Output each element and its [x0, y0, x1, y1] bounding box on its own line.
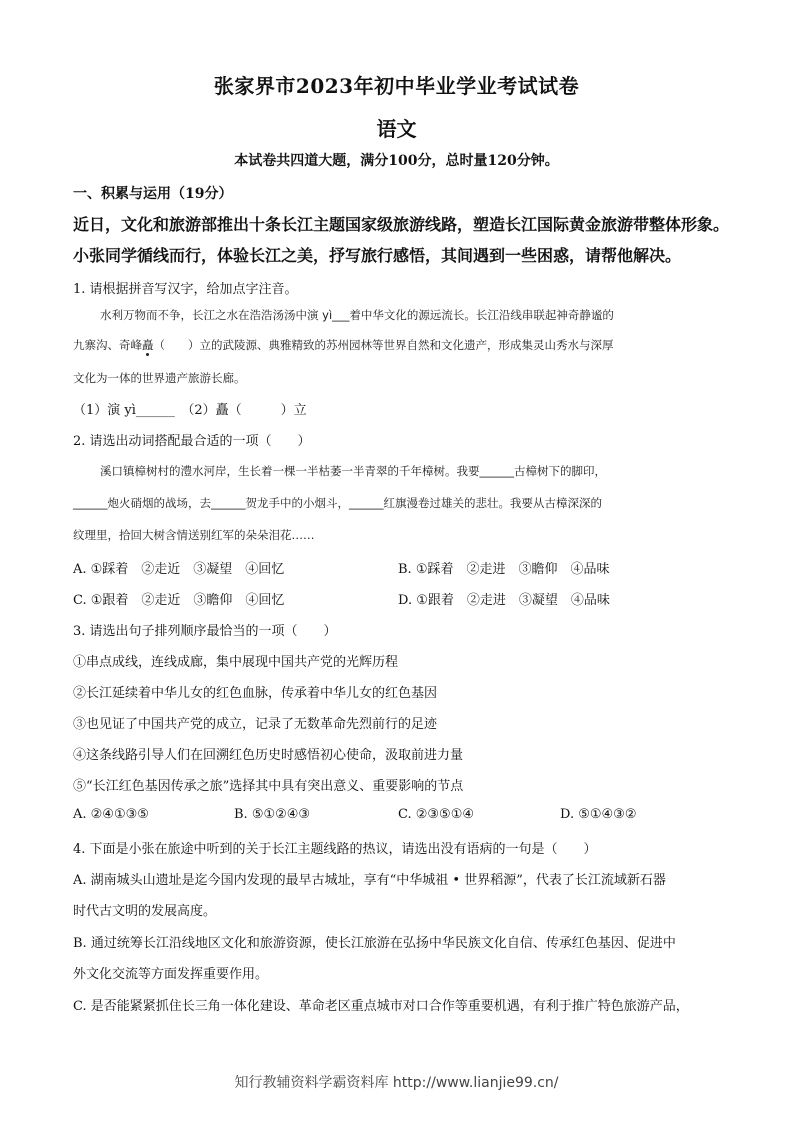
exam-instructions: 本试卷共四道大题，满分100分，总时量120分钟。: [234, 153, 559, 169]
question-2-option-c: C. ①跟着 ②走近 ③瞻仰 ④回忆: [73, 593, 285, 608]
passage-text: 九寨沟、奇峰: [73, 338, 142, 352]
question-1-passage-line: [73, 337, 614, 353]
question-1-stem: 1. 请根据拼音写汉字，给加点字注音。: [73, 282, 298, 297]
intro-line-2: 小张同学循线而行，体验长江之美，抒写旅行感悟，其间遇到一些困惑，请帮他解决。: [73, 246, 682, 265]
exam-title: 张家界市2023年初中毕业学业考试试卷: [213, 74, 580, 98]
question-2-passage-line: ______炮火硝烟的战场，去______贺龙手中的小烟斗，______红旗漫卷过雄关的悲壮。我要从古樟深深的: [73, 496, 602, 510]
question-3-stem: 3. 请选出句子排列顺序最恰当的一项（ ）: [73, 624, 337, 639]
question-3-sentence: ②长江延续着中华儿女的红色血脉，传承着中华儿女的红色基因: [73, 686, 438, 701]
section-heading: 一、积累与运用（19分）: [73, 186, 233, 202]
question-4-option-c: C. 是否能紧紧抓住长三角一体化建设、革命老区重点城市对口合作等重要机遇，有利于推广特色旅游产品，: [73, 999, 689, 1014]
question-3-sentence: ③也见证了中国共产党的成立，记录了无数革命先烈前行的足迹: [73, 717, 438, 732]
footer-link[interactable]: 知行教辅资料学霸资料库 http://www.lianjie99.cn/: [234, 1075, 559, 1091]
passage-text: 立的武陵源、典雅精致的苏州园林等世界自然和文化遗产，形成集灵山秀水与深厚: [199, 338, 614, 352]
question-3-option-c: C. ②③⑤①④: [398, 807, 475, 822]
question-3-sentence: ④这条线路引导人们在回溯红色历史时感悟初心使命，汲取前进力量: [73, 748, 464, 763]
subject-title: 语文: [376, 117, 417, 141]
question-2-passage-line: 溪口镇樟树村的澧水河岸，生长着一棵一半枯萎一半青翠的千年樟树。我要______古樟树下的脚印，: [100, 464, 606, 478]
question-4-option-a: A. 湖南城头山遗址是迄今国内发现的最早古城址，享有“中华城祖 • 世界稻源”，代表了长江流域新石器: [73, 873, 666, 888]
intro-line-1: 近日，文化和旅游部推出十条长江主题国家级旅游线路，塑造长江国际黄金旅游带整体形象。: [73, 215, 730, 234]
blank-parentheses: （ ）: [153, 338, 200, 352]
question-4-option-b: B. 通过统筹长江沿线地区文化和旅游资源，使长江旅游在弘扬中华民族文化自信、传承红色基因、促进中: [73, 936, 676, 951]
dotted-character: 矗: [142, 338, 154, 352]
question-2-option-b: B. ①踩着 ②走进 ③瞻仰 ④品味: [398, 562, 610, 577]
question-2-option-d: D. ①跟着 ②走进 ③凝望 ④品味: [398, 593, 610, 608]
question-2-passage-line: 纹理里，拾回大树含情送别红军的朵朵泪花……: [73, 528, 315, 542]
question-1-answer-line: （1）演 yì______ （2）矗（ ）立: [73, 403, 307, 418]
question-3-sentence: ①串点成线，连线成廊，集中展现中国共产党的光辉历程: [73, 655, 399, 670]
question-1-passage-line: 文化为一体的世界遗产旅游长廊。: [73, 371, 246, 385]
question-4-option-a-cont: 时代古文明的发展高度。: [73, 904, 217, 919]
question-1-passage-line: 水利万物而不争，长江之水在浩浩汤汤中演 yì___着中华文化的源远流长。长江沿线串联起神奇静谧的: [100, 308, 614, 322]
question-3-option-a: A. ②④①③⑤: [73, 807, 149, 822]
question-4-stem: 4. 下面是小张在旅途中听到的关于长江主题线路的热议，请选出没有语病的一句是（ ）: [73, 842, 597, 857]
question-2-option-a: A. ①踩着 ②走近 ③凝望 ④回忆: [73, 562, 285, 577]
question-3-option-b: B. ⑤①②④③: [234, 807, 311, 822]
question-4-option-b-cont: 外文化交流等方面发挥重要作用。: [73, 967, 269, 982]
footer-watermark[interactable]: [0, 1072, 793, 1092]
question-3-sentence: ⑤“长江红色基因传承之旅”选择其中具有突出意义、重要影响的节点: [73, 779, 464, 794]
question-2-stem: 2. 请选出动词搭配最合适的一项（ ）: [73, 434, 311, 449]
question-3-option-d: D. ⑤①④③②: [560, 807, 637, 822]
